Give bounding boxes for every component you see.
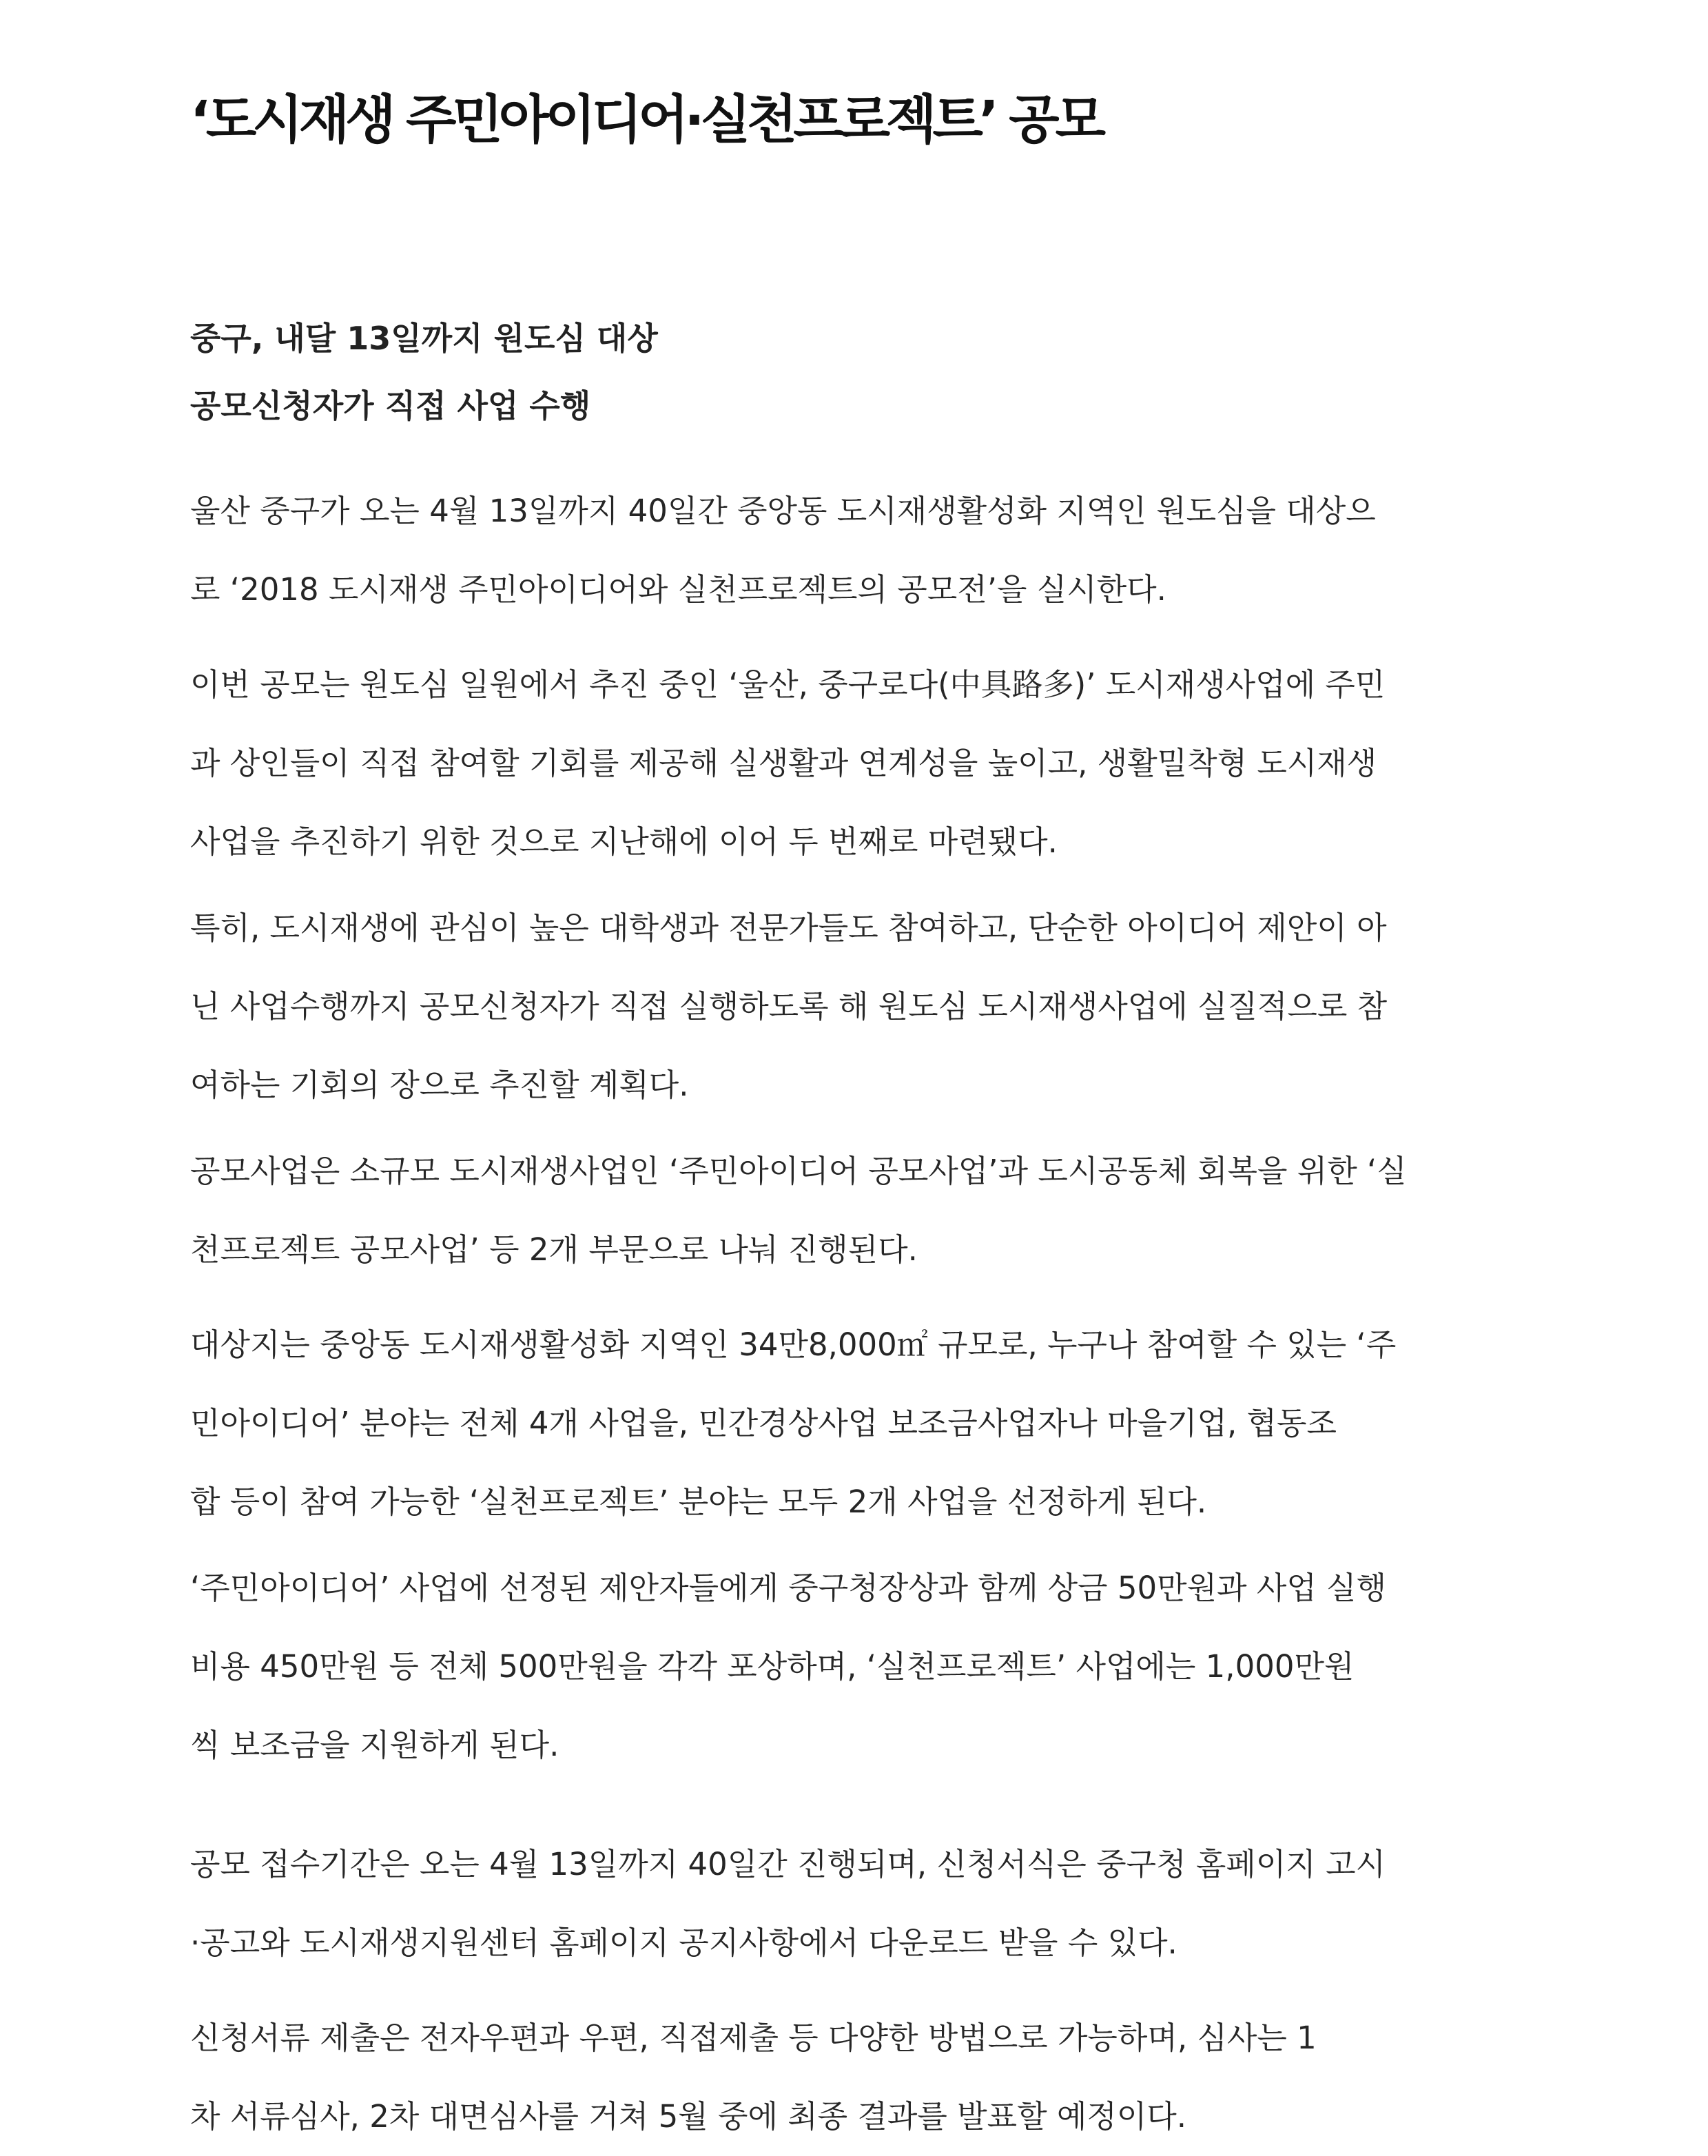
paragraph-line: 과 상인들이 직접 참여할 기회를 제공해 실생활과 연계성을 높이고, 생활밀착형 도시재생 (190, 745, 1377, 781)
paragraph-line: 공모 접수기간은 오는 4월 13일까지 40일간 진행되며, 신청서식은 중구청 홈페이지 고시 (190, 1846, 1386, 1882)
body-paragraph (190, 472, 1376, 629)
subheadline: 중구, 내달 13일까지 원도심 대상 (190, 320, 658, 357)
paragraph-line: 차 서류심사, 2차 대면심사를 거쳐 5월 중에 최종 결과를 발표할 예정이다. (190, 2098, 1187, 2135)
paragraph-line: 이번 공모는 원도심 일원에서 추진 중인 ‘울산, 중구로다(中具路多)’ 도시재생사업에 주민 (190, 666, 1386, 703)
paragraph-line: 공모사업은 소규모 도시재생사업인 ‘주민아이디어 공모사업’과 도시공동체 회복을 위한 ‘실 (190, 1153, 1407, 1189)
body-paragraph (190, 1132, 1407, 1289)
paragraph-line: 대상지는 중앙동 도시재생활성화 지역인 34만8,000㎡ 규모로, 누구나 참여할 수 있는 ‘주 (190, 1326, 1397, 1363)
paragraph-line: 비용 450만원 등 전체 500만원을 각각 포상하며, ‘실천프로젝트’ 사업에는 1,000만원 (190, 1648, 1355, 1685)
paragraph-line: ·공고와 도시재생지원센터 홈페이지 공지사항에서 다운로드 받을 수 있다. (190, 1924, 1177, 1961)
body-paragraph (190, 889, 1387, 1125)
paragraph-line: 로 ‘2018 도시재생 주민아이디어와 실천프로젝트의 공모전’을 실시한다. (190, 571, 1166, 608)
paragraph-line: 특히, 도시재생에 관심이 높은 대학생과 전문가들도 참여하고, 단순한 아이디어 제안이 아 (190, 910, 1387, 946)
body-paragraph (190, 1999, 1317, 2156)
body-paragraph (190, 1825, 1386, 1982)
paragraph-line: 합 등이 참여 가능한 ‘실천프로젝트’ 분야는 모두 2개 사업을 선정하게 된다. (190, 1483, 1207, 1520)
body-paragraph (190, 1549, 1386, 1785)
paragraph-line: 민아이디어’ 분야는 전체 4개 사업을, 민간경상사업 보조금사업자나 마을기업, 협동조 (190, 1405, 1337, 1441)
body-paragraph (190, 646, 1385, 881)
paragraph-line: 울산 중구가 오는 4월 13일까지 40일간 중앙동 도시재생활성화 지역인 원도심을 대상으 (190, 493, 1376, 529)
body-paragraph (190, 1306, 1396, 1541)
paragraph-line: ‘주민아이디어’ 사업에 선정된 제안자들에게 중구청장상과 함께 상금 50만원과 사업 실행 (190, 1570, 1387, 1606)
paragraph-line: 닌 사업수행까지 공모신청자가 직접 실행하도록 해 원도심 도시재생사업에 실질적으로 참 (190, 988, 1388, 1025)
paragraph-line: 씩 보조금을 지원하게 된다. (190, 1727, 559, 1763)
paragraph-line: 신청서류 제출은 전자우편과 우편, 직접제출 등 다양한 방법으로 가능하며, 심사는 1 (190, 2020, 1317, 2056)
article-title: ‘도시재생 주민아이디어·실천프로젝트’ 공모 (190, 89, 1102, 150)
paragraph-line: 사업을 추진하기 위한 것으로 지난해에 이어 두 번째로 마련됐다. (190, 823, 1058, 860)
paragraph-line: 천프로젝트 공모사업’ 등 2개 부문으로 나눠 진행된다. (190, 1231, 918, 1268)
paragraph-line: 여하는 기회의 장으로 추진할 계획다. (190, 1067, 689, 1103)
subheadline: 공모신청자가 직접 사업 수행 (190, 387, 591, 424)
subheadline-block (190, 305, 658, 440)
